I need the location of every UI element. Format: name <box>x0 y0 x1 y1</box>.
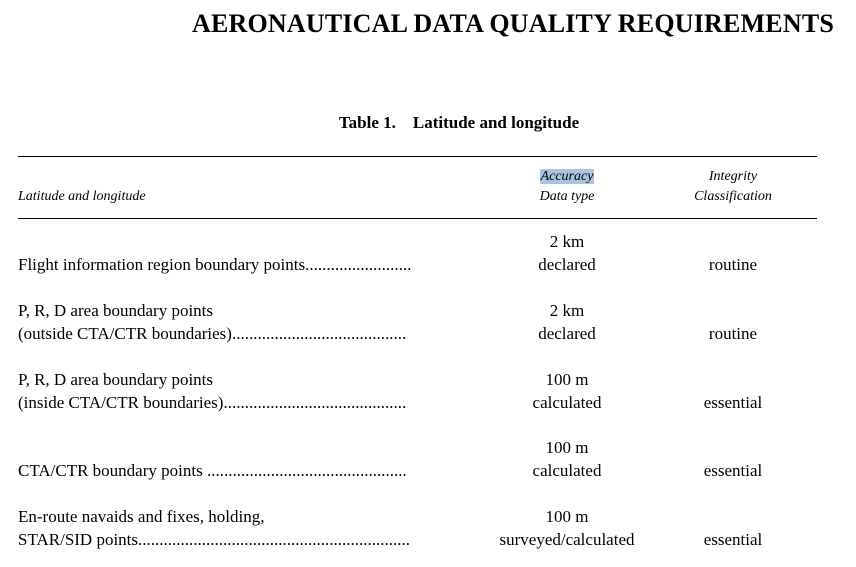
header-accuracy-highlight: Accuracy <box>540 169 594 184</box>
row1-data-type: declared <box>538 255 596 274</box>
row4-description: CTA/CTR boundary points ............................................... <box>18 461 407 480</box>
header-accuracy <box>465 169 669 185</box>
row3-integrity: essential <box>703 393 763 412</box>
document-title: AERONAUTICAL DATA QUALITY REQUIREMENTS <box>191 9 835 38</box>
row4-data-type: calculated <box>532 461 602 480</box>
table-header-rule <box>18 218 817 219</box>
row2-data-type: declared <box>538 324 596 343</box>
row4-integrity: essential <box>703 461 763 480</box>
table-top-rule <box>18 156 817 157</box>
row1-accuracy: 2 km <box>549 232 585 251</box>
row2-accuracy: 2 km <box>549 301 585 320</box>
row1-integrity: routine <box>708 255 758 274</box>
row5-integrity: essential <box>703 530 763 549</box>
row1-description: Flight information region boundary points......................... <box>18 255 412 274</box>
row5-accuracy: 100 m <box>545 507 589 526</box>
row2-description-line1: P, R, D area boundary points <box>18 301 214 320</box>
row5-description-line2: STAR/SID points................................................................ <box>18 530 411 549</box>
row2-integrity: routine <box>708 324 758 343</box>
row5-data-type: surveyed/calculated <box>499 530 635 549</box>
header-classification: Classification <box>694 189 772 204</box>
row3-data-type: calculated <box>532 393 602 412</box>
row3-description-line2: (inside CTA/CTR boundaries)........................................... <box>18 393 407 412</box>
header-data-type: Data type <box>539 189 595 204</box>
row5-description-line1: En-route navaids and fixes, holding, <box>18 507 265 526</box>
row2-description-line2: (outside CTA/CTR boundaries)......................................... <box>18 324 407 343</box>
row4-accuracy: 100 m <box>545 438 589 457</box>
header-latitude-longitude: Latitude and longitude <box>18 189 146 204</box>
row3-accuracy: 100 m <box>545 370 589 389</box>
row3-description-line1: P, R, D area boundary points <box>18 370 214 389</box>
table-title: Table 1. Latitude and longitude <box>338 113 580 132</box>
header-integrity: Integrity <box>708 169 758 184</box>
